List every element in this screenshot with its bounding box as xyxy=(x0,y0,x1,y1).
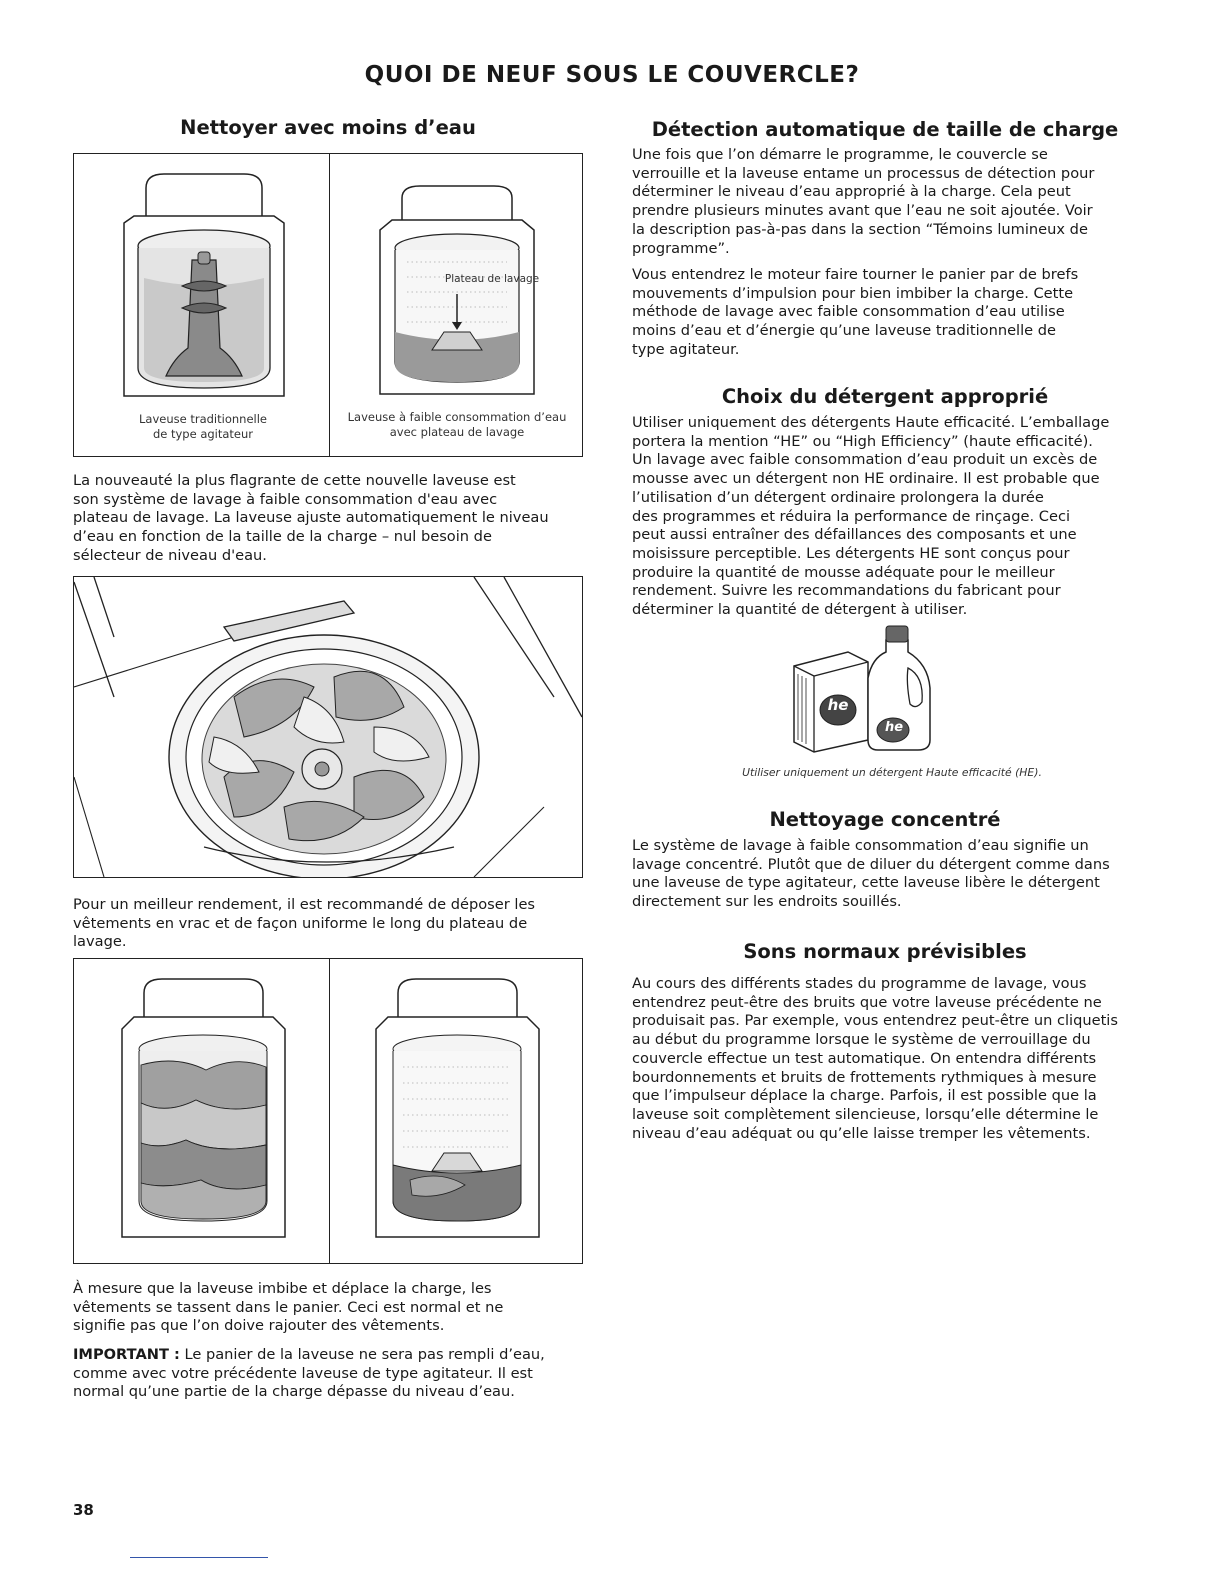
paragraph-detection-1: Une fois que l’on démarre le programme, le couvercle se verrouille et la laveuse entame un processus de détection pour déterminer le niveau d’eau approprié à la charge. Cela peut prendre plusieurs minutes avant que l’eau ne soit ajoutée. Voir la description pas-à-pas dans la section “Témoins lumineux de programme”. xyxy=(632,146,1095,257)
figure-loaded-basket xyxy=(73,576,583,878)
paragraph-new-feature: La nouveauté la plus flagrante de cette nouvelle laveuse est son système de lavage à faible consommation d'eau avec plateau de lavage. La laveuse ajuste automatiquement le niveau d’eau en fonction de la taille de la charge – nul besoin de sélecteur de niveau d'eau. xyxy=(73,472,549,564)
detergent-caption: Utiliser uniquement un détergent Haute efficacité (HE). xyxy=(742,766,1042,779)
figure-load-settling xyxy=(73,958,583,1264)
paragraph-normal-sounds: Au cours des différents stades du programme de lavage, vous entendrez peut-être des bruits que votre laveuse précédente ne produisait pas. Par exemple, vous entendrez peut-être un cliquetis au début du programme lorsque le système de verrouillage du couvercle effectue un test automatique. On entendra différents bourdonnements et bruits de frottements rythmiques à mesure que l’impulseur déplace la charge. Parfois, il est possible que la laveuse soit complètement silencieuse, lorsqu’elle détermine le niveau d’eau adéquat ou qu’elle laisse tremper les vêtements. xyxy=(632,975,1118,1142)
paragraph-concentrated: Le système de lavage à faible consommation d’eau signifie un lavage concentré. Plutôt que de diluer du détergent comme dans une laveuse de type agitateur, cette laveuse libère le détergent directement sur les endroits souillés. xyxy=(632,837,1110,911)
page-number: 38 xyxy=(73,1501,94,1519)
agitator-washer-illustration xyxy=(114,168,294,408)
he-logo-box: he xyxy=(827,696,849,714)
paragraph-load-settles: À mesure que la laveuse imbibe et déplace la charge, les vêtements se tassent dans le panier. Ceci est normal et ne signifie pas que l’on doive rajouter des vêtements. xyxy=(73,1280,504,1335)
figure-divider xyxy=(329,154,330,456)
heading-load-detection: Détection automatique de taille de charge xyxy=(651,118,1119,141)
paragraph-detection-2: Vous entendrez le moteur faire tourner le panier par de brefs mouvements d’impulsion pour bien imbiber la charge. Cette méthode de lavage avec faible consommation d’eau utilise moins d’eau et d’énergie qu’une laveuse traditionnelle de type agitateur. xyxy=(632,266,1079,358)
paragraph-loading-tip: Pour un meilleur rendement, il est recommandé de déposer les vêtements en vrac et de façon uniforme le long du plateau de lavage. xyxy=(73,896,536,951)
important-label: IMPORTANT : xyxy=(73,1346,180,1363)
figure-divider-2 xyxy=(329,959,330,1263)
caption-impeller-line1: Laveuse à faible consommation d’eau xyxy=(347,410,567,424)
basket-full-clothes-illustration xyxy=(116,975,291,1245)
heading-normal-sounds: Sons normaux prévisibles xyxy=(743,940,1027,963)
caption-agitator-line1: Laveuse traditionnelle xyxy=(139,412,267,426)
heading-less-water: Nettoyer avec moins d’eau xyxy=(180,116,476,139)
paragraph-detergent: Utiliser uniquement des détergents Haute efficacité. L’emballage portera la mention “HE” ou “High Efficiency” (haute efficacité). Un lavage avec faible consommation d’eau produit un excès de mousse avec un détergent non HE ordinaire. Il est probable que l’utilisation d’un détergent ordinaire prolongera la durée des programmes et réduira la performance de rinçage. Ceci peut aussi entraîner des défaillances des composants et une moisissure perceptible. Les détergents HE sont conçus pour produire la quantité de mousse adéquate pour le meilleur rendement. Suivre les recommandations du fabricant pour déterminer la quantité de détergent à utiliser. xyxy=(632,414,1110,619)
footer-rule xyxy=(130,1557,268,1558)
heading-concentrated: Nettoyage concentré xyxy=(769,808,1001,831)
basket-top-view-illustration xyxy=(74,577,582,877)
page-title: QUOI DE NEUF SOUS LE COUVERCLE? xyxy=(364,62,860,88)
heading-detergent: Choix du détergent approprié xyxy=(721,385,1049,408)
he-detergent-illustration xyxy=(790,618,940,754)
figure-washer-comparison xyxy=(73,153,583,457)
caption-agitator-line2: de type agitateur xyxy=(152,427,254,441)
impeller-washer-illustration xyxy=(372,182,542,402)
impeller-label: Plateau de lavage xyxy=(444,273,540,285)
he-logo-bottle: he xyxy=(884,720,904,735)
caption-impeller-line2: avec plateau de lavage xyxy=(389,425,525,439)
paragraph-important: IMPORTANT : Le panier de la laveuse ne sera pas rempli d’eau, comme avec votre précédente laveuse de type agitateur. Il est normal qu’une partie de la charge dépasse du niveau d’eau. xyxy=(73,1346,545,1401)
basket-settled-clothes-illustration xyxy=(370,975,545,1245)
